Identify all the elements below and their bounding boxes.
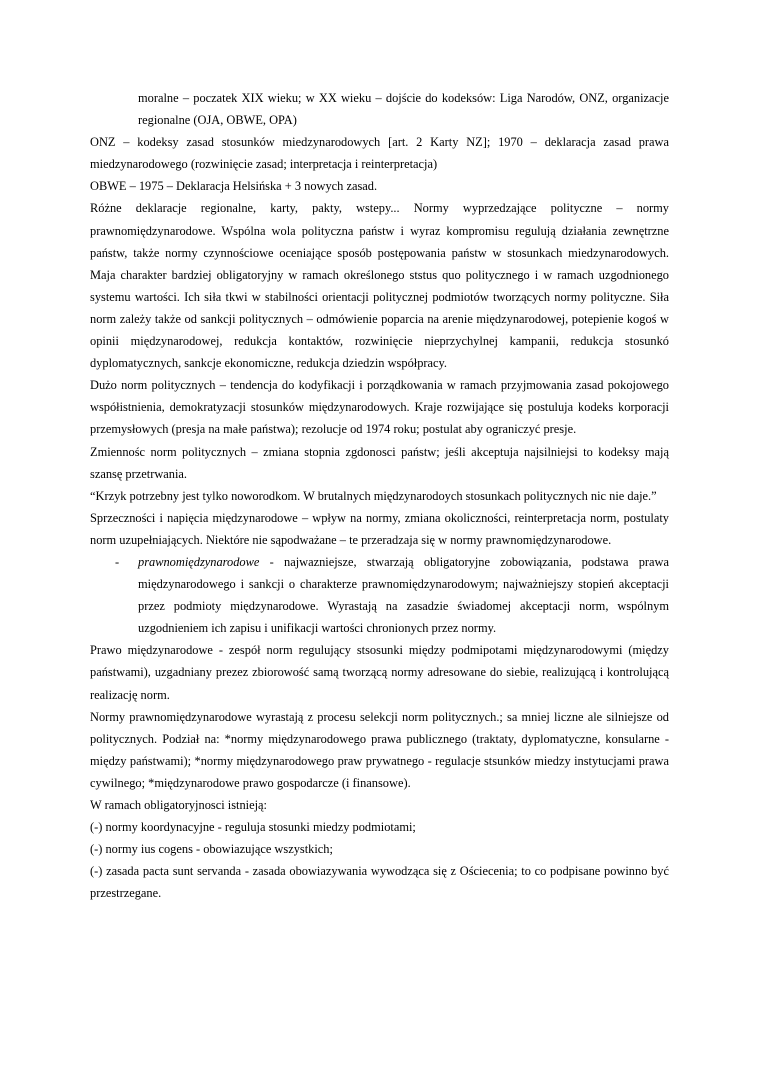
document-body bbox=[90, 87, 669, 904]
paragraph-2: ONZ – kodeksy zasad stosunków miedzynarodowych [art. 2 Karty NZ]; 1970 – deklaracja zasad prawa miedzynarodowego (rozwinięcie zasad; interpretacja i reinterpretacja) bbox=[90, 135, 669, 172]
bullet-item bbox=[90, 551, 669, 639]
paragraph-12: (-) normy koordynacyjne - reguluja stosunki miedzy podmiotami; bbox=[90, 820, 416, 835]
paragraph-9: Prawo międzynarodowe - zespół norm regulujący stsosunki między podmipotami międzynarodowymi (między państwami), uzgadniany prezez zbiorowość samą tworzącą normy adresowane do siebie, realizującą i kontrolującą realizację norm. bbox=[90, 643, 669, 702]
quote-paragraph: “Krzyk potrzebny jest tylko noworodkom. W brutalnych międzynarodoych stosunkach politycznych nic nie daje.” bbox=[90, 488, 657, 503]
paragraph-14: (-) zasada pacta sunt servanda - zasada obowiazywania wywodząca się z Ościecenia; to co podpisane powinno być przestrzegane. bbox=[90, 864, 669, 901]
paragraph-13: (-) normy ius cogens - obowiazujące wszystkich; bbox=[90, 842, 333, 857]
bullet-dash: - bbox=[115, 554, 120, 569]
paragraph-4: Różne deklaracje regionalne, karty, pakty, wstepy... Normy wyprzedzające polityczne – normy prawnomiędzynarodowe. Wspólna wola polityczna państw i wyraz kompromisu regulują działania zewnętrzne państw, także normy czynnościowe oceniające sposób postępowania państw w stosunkach miedzynarodowych. Maja charakter bardziej obligatoryjny w ramach określonego ststus quo politycznego i w ramach uzgodnionego systemu wartości. Ich siła tkwi w stabilności orientacji politycznej podmiotów tworzących normy polityczne. Siła norm zależy także od sankcji politycznych – odmówienie poparcia na arenie międzynarodowej, potepienie kogoś w opinii międzynarodowej, redukcja kontaktów, rozwinięcie nieprzychylnej kampanii, redukcja stosunkó dyplomatycznych, sankcje ekonomiczne, redukcja dziedzin współpracy. bbox=[90, 201, 669, 371]
paragraph-10: Normy prawnomiędzynarodowe wyrastają z procesu selekcji norm politycznych.; sa mniej liczne ale silniejsze od politycznych. Podział na: *normy międzynarodowego prawa publicznego (traktaty, dyplomatyczne, konsularne - między państwami); *normy międzynarodowego praw prywatnego - regulacje stsunków miedzy instytucjami prawa cywilnego; *międzynarodowe prawo gospodarcze (i finansowe). bbox=[90, 709, 669, 790]
paragraph-5: Dużo norm politycznych – tendencja do kodyfikacji i porządkowania w ramach przyjmowania zasad pokojowego współistnienia, demokratyzacji stosunków międzynarodowych. Kraje rozwijające się postuluja kodeks korporacji przemysłowych (presja na małe państwa); rezolucje od 1974 roku; postulat aby ograniczyć presje. bbox=[90, 378, 669, 437]
paragraph-8: Sprzeczności i napięcia międzynarodowe – wpływ na normy, zmiana okoliczności, reinterpretacja norm, postulaty norm uzupełniających. Niektóre nie sąpodważane – te przeradzaja się w normy prawnomiędzynarodowe. bbox=[90, 510, 669, 547]
bullet-text: - najwazniejsze, stwarzają obligatoryjne zobowiązania, podstawa prawa międzynarodowego i sankcji o charakterze prawnomiędzynarodowym; najważniejszy stopień akceptacji przez podmioty międzynarodowe. Wyrastają na zasadzie świadomej akceptacji norm, wspólnym uzgodnieniem ich zapisu i unifikacji wartości chronionych przez normy. bbox=[138, 554, 669, 636]
paragraph-11: W ramach obligatoryjnosci istnieją: bbox=[90, 798, 267, 812]
paragraph-6: Zmiennośc norm politycznych – zmiana stopnia zgdonosci państw; jeśli akceptuja najsilniejsi to kodeksy mają szansę przetrwania. bbox=[90, 444, 669, 481]
paragraph-3: OBWE – 1975 – Deklaracja Helsińska + 3 nowych zasad. bbox=[90, 179, 378, 194]
bullet-term: prawnomiędzynarodowe bbox=[138, 554, 260, 569]
paragraph-1: moralne – poczatek XIX wieku; w XX wieku – dojście do kodeksów: Liga Narodów, ONZ, organizacje regionalne (OJA, OBWE, OPA) bbox=[138, 91, 669, 128]
